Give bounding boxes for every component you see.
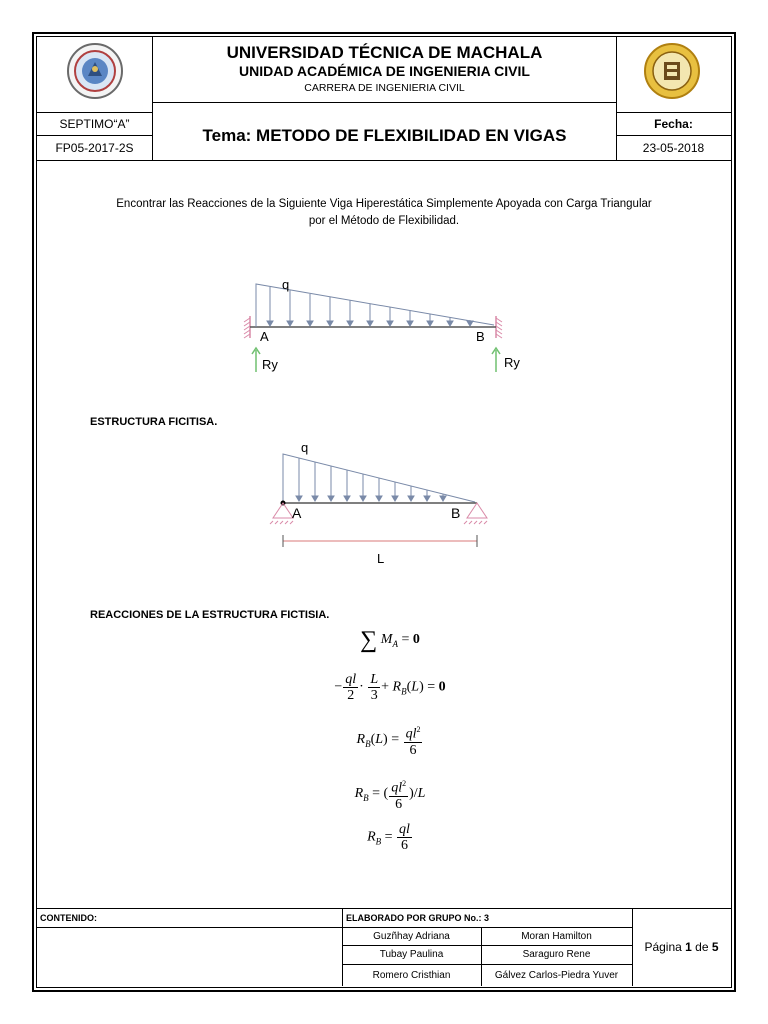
- member-name: Romero Cristhian: [372, 969, 451, 981]
- page-prefix: Página: [644, 940, 686, 954]
- academic-unit: UNIDAD ACADÉMICA DE INGENIERIA CIVIL: [239, 63, 530, 79]
- header-center-hline: [152, 102, 616, 103]
- reaction-label-right: Ry: [504, 355, 520, 370]
- equation-rb-l: $R_B(L)$ = $\frac{ql^2}{6}$: [250, 722, 530, 758]
- section-fictitious-structure: ESTRUCTURA FICITISA.: [90, 416, 218, 428]
- equation-rb-divided: $R_B$ = ( $\frac{ql^2}{6}$ )/L: [250, 776, 530, 812]
- equation-sum-moments: ∑ $M_A = 0$: [360, 627, 420, 653]
- group-label: ELABORADO POR GRUPO No.: 3: [346, 913, 490, 923]
- date-label: Fecha:: [654, 116, 693, 131]
- faculty-seal-logo: [642, 42, 702, 100]
- section-reactions: REACCIONES DE LA ESTRUCTURA FICTISIA.: [90, 609, 330, 621]
- member-name: Moran Hamilton: [521, 930, 592, 942]
- load-label-q-2: q: [301, 440, 309, 455]
- member-name: Saraguro Rene: [522, 949, 591, 960]
- equation-moment-balance: − $\frac{ql}{2}$ · $\frac{L}{3}$ + $R_B(L) = 0$: [334, 672, 446, 703]
- member-name: Guzñhay Adriana: [373, 930, 450, 942]
- university-seal-logo: [66, 42, 124, 100]
- support-label-b-2: B: [451, 505, 461, 521]
- university-name: UNIVERSIDAD TÉCNICA DE MACHALA: [226, 43, 543, 62]
- page-mid: de: [691, 940, 712, 954]
- support-label-a: A: [260, 329, 269, 344]
- support-label-a-2: A: [292, 505, 302, 521]
- member-name: Gálvez Carlos-Piedra Yuver: [494, 969, 619, 981]
- equation-rb-result: $R_B$ = $\frac{ql}{6}$: [367, 822, 410, 853]
- career-name: CARRERA DE INGENIERIA CIVIL: [304, 82, 465, 94]
- load-label-q: q: [282, 277, 290, 292]
- reaction-label-left: Ry: [262, 357, 278, 372]
- problem-statement: [60, 196, 708, 230]
- beam-diagram-fictitious: [255, 436, 515, 571]
- member-name: Tubay Paulina: [379, 949, 444, 960]
- support-label-b: B: [476, 329, 485, 344]
- statement-line-1: Encontrar las Reacciones de la Siguiente Viga Hiperestática Simplemente Apoyada con Carga Triangular: [116, 198, 652, 210]
- page-current: 1: [685, 940, 692, 954]
- header-bottom-line: [37, 160, 731, 161]
- page-total: 5: [711, 940, 719, 954]
- topic-title: Tema: METODO DE FLEXIBILIDAD EN VIGAS: [202, 125, 567, 145]
- beam-diagram-hyperstatic: [230, 272, 550, 382]
- page-number: [632, 908, 731, 986]
- content-label: CONTENIDO:: [40, 913, 97, 923]
- span-label-l: L: [377, 551, 385, 566]
- semester-label: SEPTIMO“A”: [59, 116, 130, 131]
- date-value: 23-05-2018: [642, 140, 705, 155]
- statement-line-2: por el Método de Flexibilidad.: [308, 215, 460, 227]
- document-code: FP05-2017-2S: [55, 140, 134, 155]
